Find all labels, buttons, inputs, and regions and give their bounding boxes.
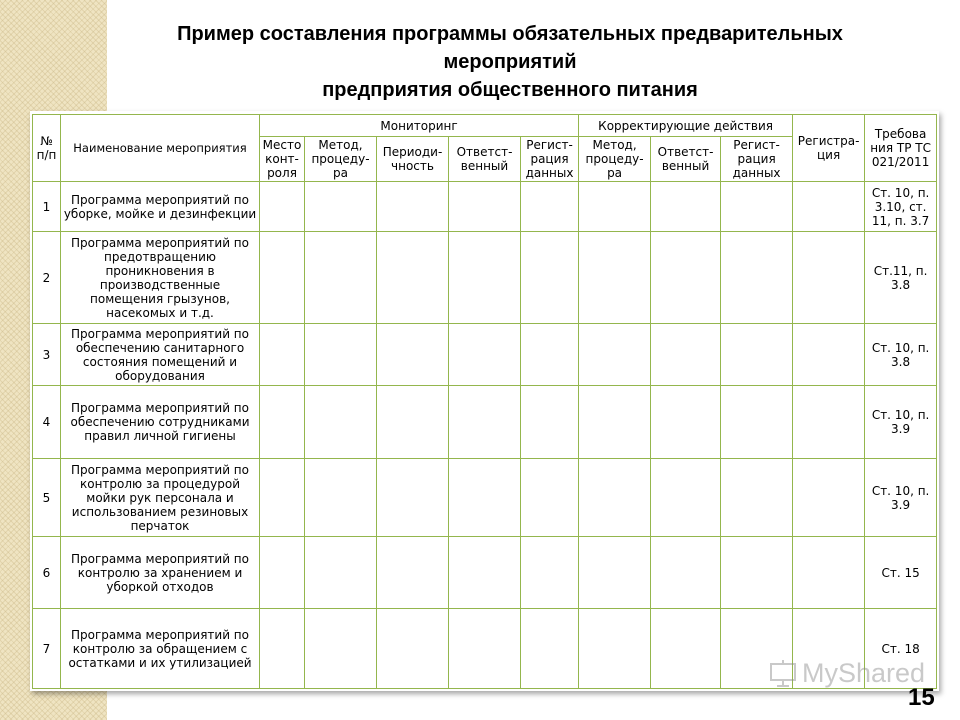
table-row xyxy=(33,459,937,537)
program-table xyxy=(32,114,937,689)
slide-title xyxy=(100,20,920,104)
header-corrective: Корректирующие действия xyxy=(579,115,793,137)
header-mon-method: Метод, процеду- ра xyxy=(305,137,377,182)
row-name: Программа мероприятий по предотвращению проникновения в производственные помещения грызунов, насекомых и т.д. xyxy=(61,232,260,324)
row-name: Программа мероприятий по уборке, мойке и дезинфекции xyxy=(61,182,260,232)
header-mon-reg: Регист- рация данных xyxy=(521,137,579,182)
page-number: 15 xyxy=(908,684,935,711)
header-row-1 xyxy=(33,115,937,137)
row-requirement: Ст. 18 xyxy=(865,609,937,689)
row-requirement: Ст. 15 xyxy=(865,537,937,609)
header-cor-resp: Ответст- венный xyxy=(651,137,721,182)
row-number: 3 xyxy=(33,324,61,386)
table-row xyxy=(33,537,937,609)
row-name: Программа мероприятий по обеспечению сотрудниками правил личной гигиены xyxy=(61,386,260,459)
table-row xyxy=(33,232,937,324)
watermark xyxy=(768,656,925,690)
header-cor-method: Метод, процеду- ра xyxy=(579,137,651,182)
row-requirement: Ст.11, п. 3.8 xyxy=(865,232,937,324)
table-row xyxy=(33,324,937,386)
table-row xyxy=(33,386,937,459)
row-requirement: Ст. 10, п. 3.9 xyxy=(865,386,937,459)
row-number: 4 xyxy=(33,386,61,459)
presentation-icon xyxy=(768,658,798,688)
row-name: Программа мероприятий по контролю за обращением с остатками и их утилизацией xyxy=(61,609,260,689)
row-requirement: Ст. 10, п. 3.10, ст. 11, п. 3.7 xyxy=(865,182,937,232)
header-registration: Регистра- ция xyxy=(793,115,865,182)
row-requirement: Ст. 10, п. 3.8 xyxy=(865,324,937,386)
header-num: № п/п xyxy=(33,115,61,182)
row-number: 7 xyxy=(33,609,61,689)
title-line-3: предприятия общественного питания xyxy=(322,79,698,101)
row-name: Программа мероприятий по обеспечению санитарного состояния помещений и оборудования xyxy=(61,324,260,386)
title-line-2: мероприятий xyxy=(443,51,577,73)
header-mon-place: Место конт- роля xyxy=(260,137,305,182)
row-requirement: Ст. 10, п. 3.9 xyxy=(865,459,937,537)
title-line-1: Пример составления программы обязательных предварительных xyxy=(177,23,843,45)
row-name: Программа мероприятий по контролю за процедурой мойки рук персонала и использованием резиновых перчаток xyxy=(61,459,260,537)
header-requirements: Требова ния ТР ТС 021/2011 xyxy=(865,115,937,182)
header-monitoring: Мониторинг xyxy=(260,115,579,137)
header-cor-reg: Регист- рация данных xyxy=(721,137,793,182)
header-mon-resp: Ответст- венный xyxy=(449,137,521,182)
header-mon-period: Периоди- чность xyxy=(377,137,449,182)
row-number: 1 xyxy=(33,182,61,232)
row-name: Программа мероприятий по контролю за хранением и уборкой отходов xyxy=(61,537,260,609)
row-number: 2 xyxy=(33,232,61,324)
row-number: 5 xyxy=(33,459,61,537)
header-name: Наименование мероприятия xyxy=(61,115,260,182)
table-row xyxy=(33,182,937,232)
watermark-text: MyShared xyxy=(802,657,926,688)
row-number: 6 xyxy=(33,537,61,609)
